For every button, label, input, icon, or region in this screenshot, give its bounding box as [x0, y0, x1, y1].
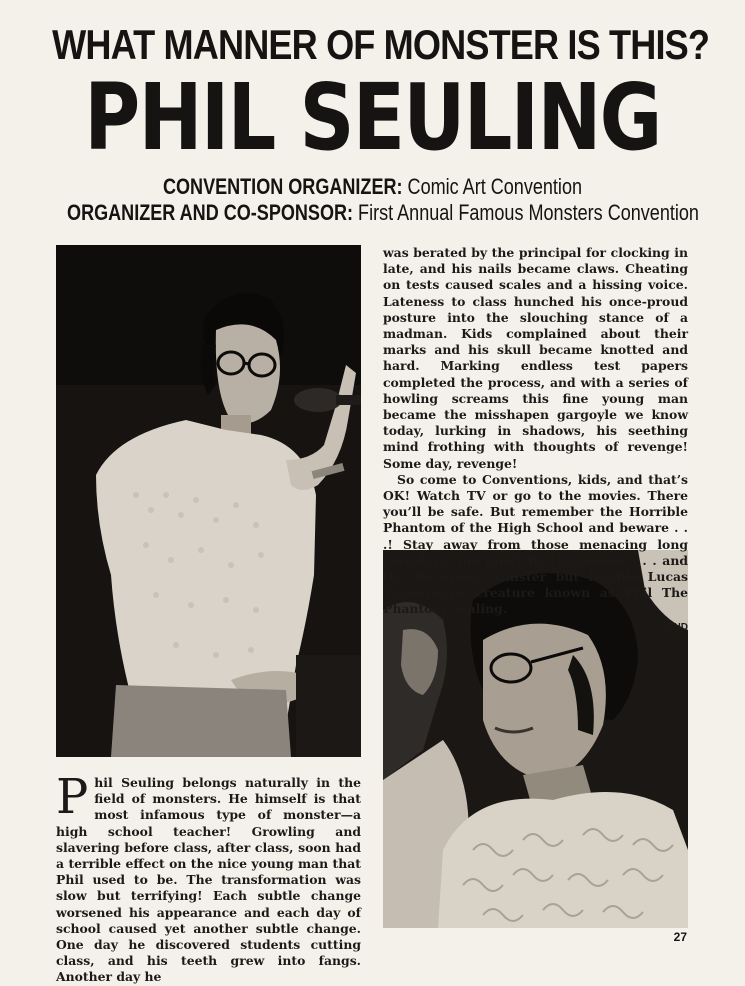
credit-line-1: [67, 175, 678, 199]
photo-speaker-at-microphone: [56, 245, 361, 757]
article-paragraph-continued: was berated by the principal for clocking in late, and his nails became claws. Cheating on tests caused scales and a hissing voice. Lateness to class hunched his once-proud posture into the slouching stance of a madman. Kids complained about their marks and his skull became knotted and hard. Marking endless test papers completed the process, and with a series of howling screams this fine young man became the misshapen gargoyle we know today, lurking in shadows, his seething mind frothing with thoughts of revenge! Some day, revenge!: [383, 245, 688, 471]
credit-1-label: CONVENTION ORGANIZER:: [162, 174, 403, 199]
article-column-right: [383, 245, 688, 636]
credit-2-value: First Annual Famous Monsters Convention: [358, 200, 699, 225]
title-name: PHIL SEULING: [84, 64, 661, 171]
drop-cap: P: [56, 769, 89, 825]
end-mark: END: [666, 621, 688, 633]
credit-1-value: Comic Art Convention: [407, 174, 583, 199]
page-number: 27: [673, 930, 687, 944]
speaker-photo-illustration: [56, 245, 361, 757]
credit-line-2: [67, 200, 699, 225]
article-paragraph-closing: So come to Conventions, kids, and that’s OK! Watch TV or go to the movies. There you’ll be safe. But remember the Horrible Phantom of the High School and beware . . .! Stay away from those menacing long corridors, the dimly-lit classrooms . . . and the ferocious, sinister but lovable Lucas Tanner-type creature known as Phil The Phantom Seuling.: [383, 471, 688, 617]
article-paragraph-opening: hil Seuling belongs naturally in the field of monsters. He himself is that most infamous type of monster—a high school teacher! Growling and slavering before class, after class, soon had a terrible effect on the nice young man that Phil used to be. The transformation was slow but terrifying! Each subtle change worsened his appearance and each day of school caused yet another subtle change. One day he discovered students cutting class, and his teeth grew into fangs. Another day he: [56, 775, 361, 985]
article-column-left: [56, 769, 361, 986]
credit-2-label: ORGANIZER AND CO-SPONSOR:: [67, 200, 354, 225]
headline: WHAT MANNER OF MONSTER IS THIS?: [52, 21, 710, 68]
